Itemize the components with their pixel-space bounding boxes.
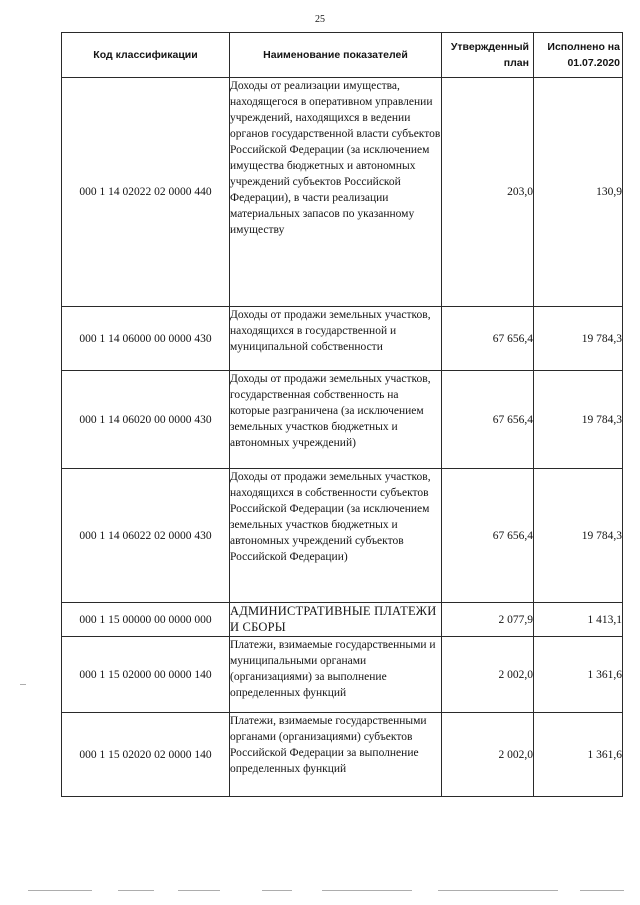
classification-code: 000 1 15 00000 00 0000 000 [62, 603, 230, 637]
header-code: Код классификации [62, 33, 230, 78]
classification-code: 000 1 15 02020 02 0000 140 [62, 713, 230, 797]
indicator-name: Доходы от реализации имущества, находящегося в оперативном управлении учреждений, находящихся в ведении органов государственной власти субъектов Российской Федерации (за исключением имущества бюджетных и автономных учреждений субъектов Российской Федерации), в части реализации материальных запасов по указанному имуществу [230, 78, 442, 307]
table-row [62, 469, 623, 603]
classification-code: 000 1 14 02022 02 0000 440 [62, 78, 230, 307]
indicator-name: Доходы от продажи земельных участков, находящихся в собственности субъектов Российской Федерации (за исключением земельных участков бюджетных и автономных учреждений субъектов Российской Федерации) [230, 469, 442, 603]
approved-plan: 67 656,4 [442, 371, 534, 469]
executed-amount: 1 361,6 [534, 637, 623, 713]
scan-artifact [20, 684, 26, 685]
approved-plan: 2 002,0 [442, 713, 534, 797]
indicator-name: Доходы от продажи земельных участков, государственная собственность на которые разграничена (за исключением земельных участков бюджетных и автономных учреждений) [230, 371, 442, 469]
scan-artifact [580, 890, 624, 891]
header-name: Наименование показателей [230, 33, 442, 78]
scan-artifact [178, 890, 220, 891]
indicator-name: Платежи, взимаемые государственными органами (организациями) субъектов Российской Федерации за выполнение определенных функций [230, 713, 442, 797]
header-plan: Утвержденный план [442, 33, 534, 78]
executed-amount: 130,9 [534, 78, 623, 307]
income-table [61, 32, 623, 797]
scan-artifact [118, 890, 154, 891]
classification-code: 000 1 14 06020 00 0000 430 [62, 371, 230, 469]
classification-code: 000 1 15 02000 00 0000 140 [62, 637, 230, 713]
approved-plan: 2 002,0 [442, 637, 534, 713]
indicator-name: АДМИНИСТРАТИВНЫЕ ПЛАТЕЖИ И СБОРЫ [230, 603, 442, 637]
executed-amount: 1 413,1 [534, 603, 623, 637]
indicator-name: Платежи, взимаемые государственными и муниципальными органами (организациями) за выполнение определенных функций [230, 637, 442, 713]
header-done: Исполнено на 01.07.2020 [534, 33, 623, 78]
scan-artifact [322, 890, 412, 891]
indicator-name: Доходы от продажи земельных участков, находящихся в государственной и муниципальной собственности [230, 307, 442, 371]
table-row [62, 78, 623, 307]
scan-artifact [262, 890, 292, 891]
approved-plan: 203,0 [442, 78, 534, 307]
approved-plan: 67 656,4 [442, 469, 534, 603]
executed-amount: 19 784,3 [534, 469, 623, 603]
table-row [62, 371, 623, 469]
page-number: 25 [315, 14, 325, 25]
classification-code: 000 1 14 06022 02 0000 430 [62, 469, 230, 603]
executed-amount: 19 784,3 [534, 307, 623, 371]
approved-plan: 67 656,4 [442, 307, 534, 371]
executed-amount: 1 361,6 [534, 713, 623, 797]
executed-amount: 19 784,3 [534, 371, 623, 469]
table-row [62, 307, 623, 371]
classification-code: 000 1 14 06000 00 0000 430 [62, 307, 230, 371]
table-row [62, 637, 623, 713]
scan-artifact [438, 890, 558, 891]
table-row [62, 603, 623, 637]
scan-artifact [28, 890, 92, 891]
table-row [62, 713, 623, 797]
table-header-row [62, 33, 623, 78]
approved-plan: 2 077,9 [442, 603, 534, 637]
